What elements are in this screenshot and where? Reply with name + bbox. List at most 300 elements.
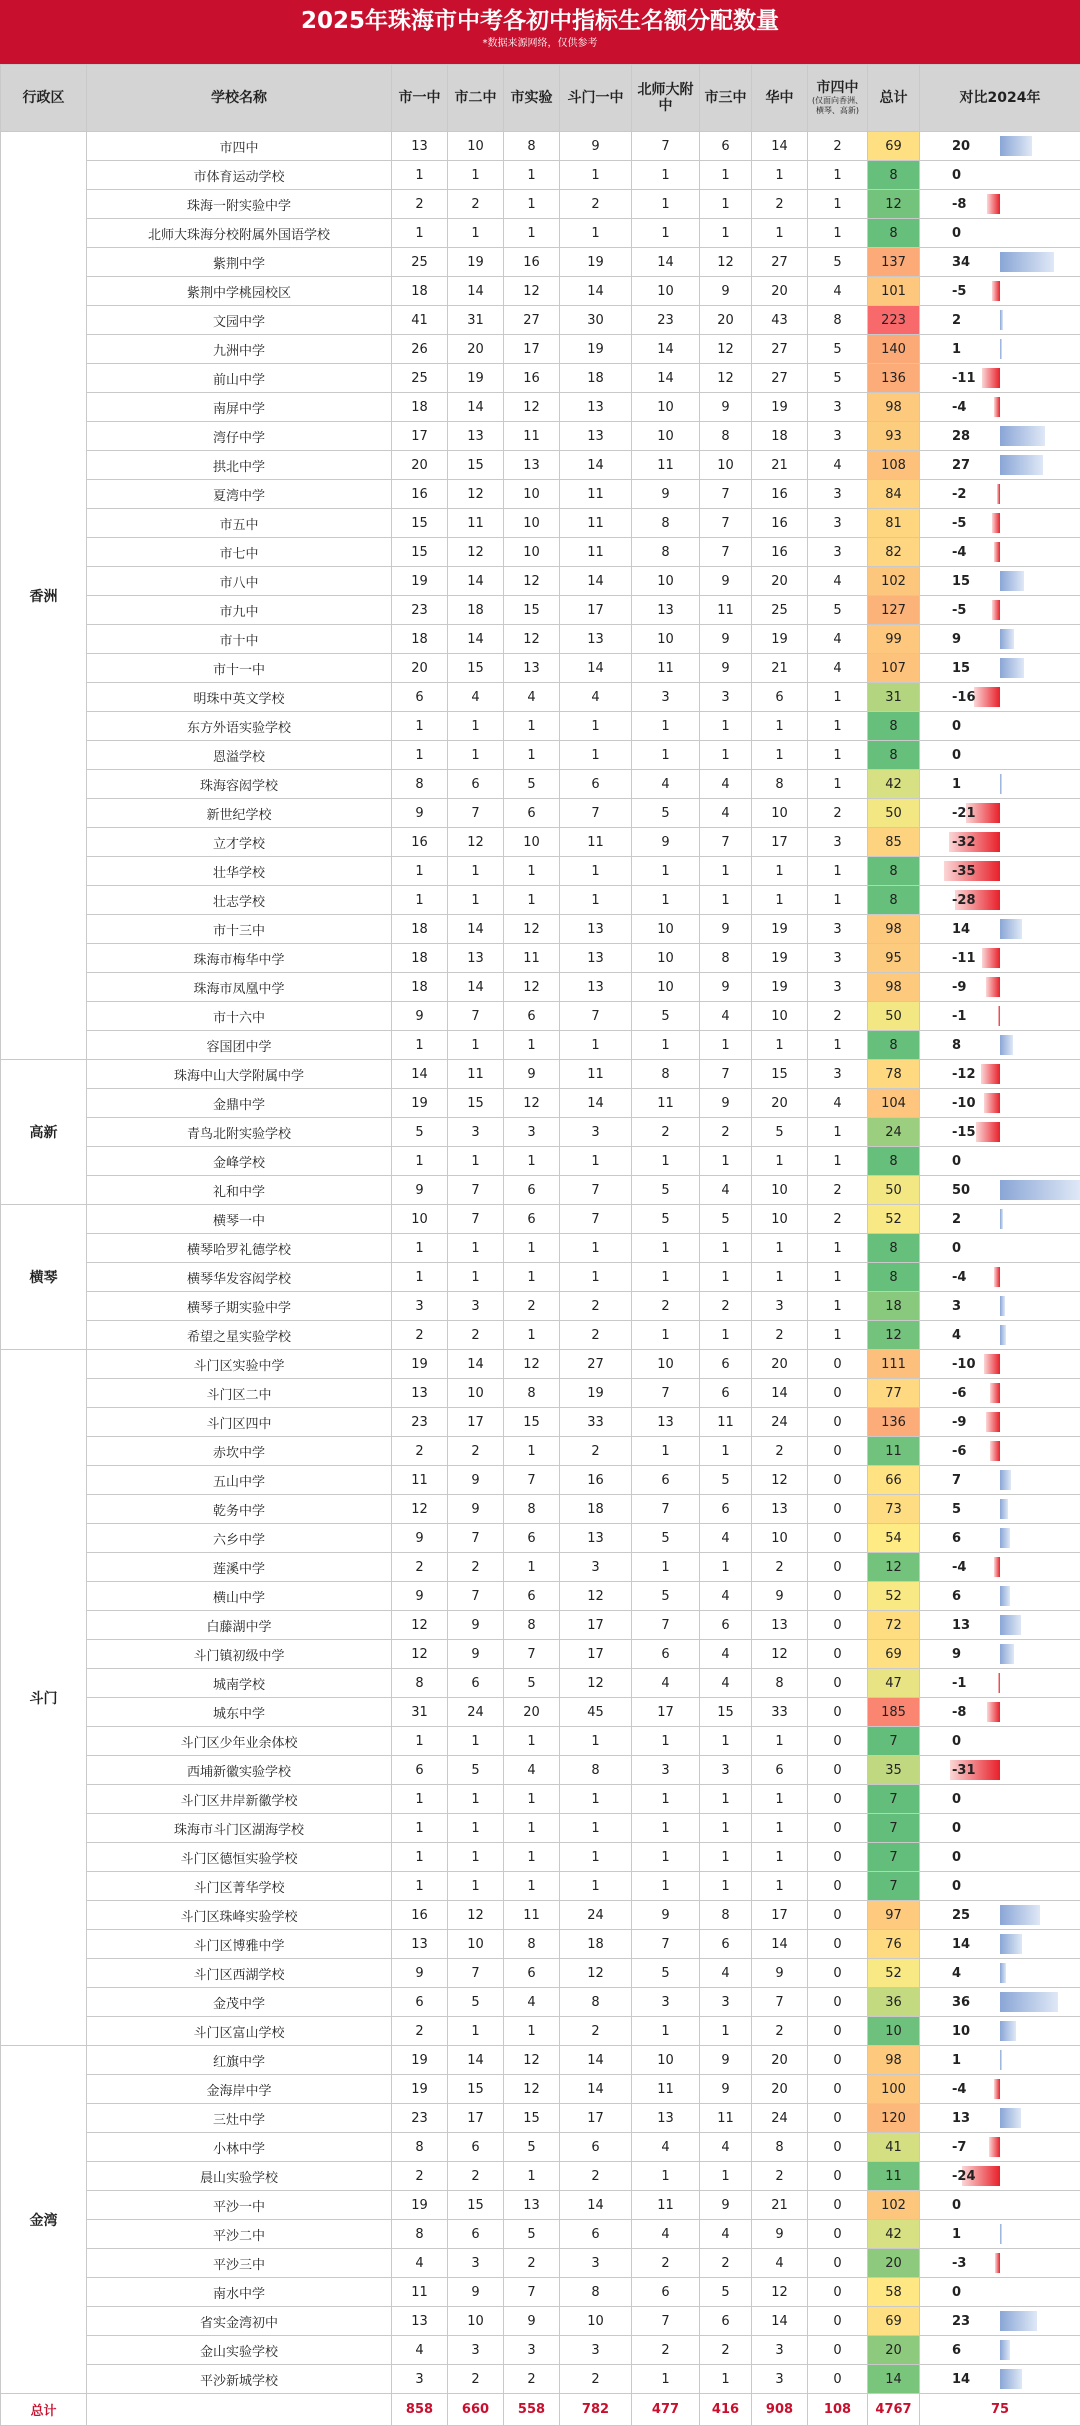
delta-value: -8 xyxy=(952,196,967,212)
quota-cell: 7 xyxy=(632,1611,700,1640)
quota-cell: 23 xyxy=(392,1408,448,1437)
quota-cell: 2 xyxy=(700,2249,752,2278)
quota-cell: 9 xyxy=(700,2191,752,2220)
quota-cell: 0 xyxy=(808,1669,868,1698)
delta-value: -1 xyxy=(952,1008,967,1024)
total-cell: 93 xyxy=(868,422,920,451)
quota-cell: 2 xyxy=(752,1321,808,1350)
quota-cell: 25 xyxy=(752,596,808,625)
school-name: 希望之星实验学校 xyxy=(87,1321,392,1350)
school-name: 夏湾中学 xyxy=(87,480,392,509)
delta-bar xyxy=(1000,1644,1014,1664)
quota-cell: 17 xyxy=(448,1408,504,1437)
summary-cell: 858 xyxy=(392,2394,448,2426)
school-name: 市八中 xyxy=(87,567,392,596)
quota-cell: 12 xyxy=(504,1089,560,1118)
delta-bar xyxy=(1000,1586,1010,1606)
quota-cell: 1 xyxy=(632,857,700,886)
delta-value: 50 xyxy=(952,1182,971,1198)
delta-cell xyxy=(920,596,1080,625)
delta-value: -4 xyxy=(952,399,967,415)
total-cell: 24 xyxy=(868,1118,920,1147)
school-name: 市十三中 xyxy=(87,915,392,944)
header-col-7: 华中 xyxy=(752,65,808,132)
total-cell: 42 xyxy=(868,2220,920,2249)
delta-value: 0 xyxy=(952,1791,962,1807)
total-cell: 72 xyxy=(868,1611,920,1640)
quota-cell: 1 xyxy=(448,1872,504,1901)
table-row xyxy=(1,161,1080,190)
quota-cell: 10 xyxy=(632,1350,700,1379)
total-cell: 50 xyxy=(868,1176,920,1205)
quota-cell: 1 xyxy=(632,1785,700,1814)
table-row xyxy=(1,1524,1080,1553)
school-name: 晨山实验学校 xyxy=(87,2162,392,2191)
quota-cell: 3 xyxy=(808,509,868,538)
quota-cell: 1 xyxy=(700,1814,752,1843)
delta-cell xyxy=(920,886,1080,915)
school-name: 白藤湖中学 xyxy=(87,1611,392,1640)
quota-cell: 8 xyxy=(560,1988,632,2017)
delta-bar xyxy=(1000,1963,1006,1983)
quota-cell: 27 xyxy=(752,248,808,277)
summary-cell: 558 xyxy=(504,2394,560,2426)
delta-bar xyxy=(1000,571,1024,591)
quota-cell: 2 xyxy=(752,190,808,219)
quota-cell: 3 xyxy=(700,1988,752,2017)
delta-bar xyxy=(1000,1180,1080,1200)
quota-cell: 1 xyxy=(700,161,752,190)
delta-value: 34 xyxy=(952,254,971,270)
quota-cell: 5 xyxy=(808,364,868,393)
quota-cell: 12 xyxy=(392,1495,448,1524)
quota-cell: 1 xyxy=(632,1263,700,1292)
delta-cell xyxy=(920,1553,1080,1582)
quota-cell: 1 xyxy=(752,1785,808,1814)
quota-cell: 1 xyxy=(448,1843,504,1872)
delta-bar xyxy=(992,513,1000,533)
delta-value: 4 xyxy=(952,1327,962,1343)
quota-cell: 1 xyxy=(700,741,752,770)
quota-cell: 1 xyxy=(752,857,808,886)
school-name: 拱北中学 xyxy=(87,451,392,480)
quota-cell: 16 xyxy=(752,480,808,509)
total-cell: 140 xyxy=(868,335,920,364)
quota-cell: 16 xyxy=(560,1466,632,1495)
quota-cell: 7 xyxy=(504,1466,560,1495)
delta-cell xyxy=(920,2046,1080,2075)
quota-cell: 1 xyxy=(632,1727,700,1756)
school-name: 斗门区菁华学校 xyxy=(87,1872,392,1901)
delta-cell xyxy=(920,1959,1080,1988)
table-row xyxy=(1,1872,1080,1901)
quota-cell: 2 xyxy=(392,1321,448,1350)
quota-cell: 33 xyxy=(752,1698,808,1727)
table-row xyxy=(1,1089,1080,1118)
table-row xyxy=(1,2104,1080,2133)
delta-bar xyxy=(981,1064,1000,1084)
quota-cell: 9 xyxy=(392,1524,448,1553)
quota-cell: 3 xyxy=(808,828,868,857)
quota-cell: 12 xyxy=(700,364,752,393)
delta-value: -4 xyxy=(952,1269,967,1285)
quota-cell: 2 xyxy=(392,2017,448,2046)
table-row xyxy=(1,1408,1080,1437)
quota-cell: 11 xyxy=(504,1901,560,1930)
quota-cell: 19 xyxy=(392,1350,448,1379)
quota-cell: 4 xyxy=(700,1640,752,1669)
delta-cell xyxy=(920,1379,1080,1408)
total-cell: 98 xyxy=(868,973,920,1002)
quota-cell: 13 xyxy=(632,2104,700,2133)
quota-cell: 11 xyxy=(560,509,632,538)
quota-cell: 0 xyxy=(808,1437,868,1466)
quota-cell: 1 xyxy=(700,1727,752,1756)
quota-cell: 20 xyxy=(448,335,504,364)
school-name: 横琴哈罗礼德学校 xyxy=(87,1234,392,1263)
quota-cell: 7 xyxy=(632,1930,700,1959)
quota-cell: 7 xyxy=(700,509,752,538)
delta-bar xyxy=(990,1441,1000,1461)
total-cell: 41 xyxy=(868,2133,920,2162)
delta-bar xyxy=(1000,2108,1021,2128)
delta-bar xyxy=(994,397,1000,417)
quota-cell: 1 xyxy=(448,2017,504,2046)
delta-bar xyxy=(1000,1528,1010,1548)
quota-cell: 3 xyxy=(752,2365,808,2394)
quota-cell: 1 xyxy=(392,1814,448,1843)
total-cell: 66 xyxy=(868,1466,920,1495)
table-row xyxy=(1,770,1080,799)
quota-cell: 14 xyxy=(560,654,632,683)
quota-cell: 1 xyxy=(700,219,752,248)
quota-cell: 1 xyxy=(808,190,868,219)
quota-cell: 5 xyxy=(808,335,868,364)
quota-cell: 1 xyxy=(392,857,448,886)
quota-cell: 17 xyxy=(560,1640,632,1669)
quota-cell: 18 xyxy=(392,944,448,973)
total-cell: 111 xyxy=(868,1350,920,1379)
quota-cell: 1 xyxy=(700,1147,752,1176)
quota-cell: 1 xyxy=(504,2017,560,2046)
delta-cell xyxy=(920,2104,1080,2133)
quota-cell: 6 xyxy=(448,2133,504,2162)
quota-table xyxy=(0,64,1080,2426)
quota-cell: 10 xyxy=(560,2307,632,2336)
delta-bar xyxy=(1000,455,1043,475)
quota-cell: 30 xyxy=(560,306,632,335)
quota-cell: 5 xyxy=(752,1118,808,1147)
total-cell: 36 xyxy=(868,1988,920,2017)
quota-cell: 9 xyxy=(448,2278,504,2307)
quota-cell: 1 xyxy=(504,857,560,886)
table-row xyxy=(1,335,1080,364)
quota-cell: 3 xyxy=(808,915,868,944)
delta-value: -1 xyxy=(952,1675,967,1691)
table-row xyxy=(1,799,1080,828)
quota-cell: 7 xyxy=(700,538,752,567)
quota-cell: 0 xyxy=(808,2017,868,2046)
quota-cell: 4 xyxy=(808,654,868,683)
quota-cell: 4 xyxy=(504,1756,560,1785)
quota-cell: 3 xyxy=(632,1988,700,2017)
quota-cell: 1 xyxy=(700,857,752,886)
quota-cell: 11 xyxy=(700,2104,752,2133)
quota-cell: 12 xyxy=(448,538,504,567)
quota-cell: 1 xyxy=(504,2162,560,2191)
quota-cell: 9 xyxy=(504,1060,560,1089)
quota-cell: 1 xyxy=(632,1031,700,1060)
delta-bar xyxy=(994,1557,1000,1577)
quota-cell: 1 xyxy=(448,1785,504,1814)
school-name: 南水中学 xyxy=(87,2278,392,2307)
quota-cell: 9 xyxy=(700,277,752,306)
delta-cell xyxy=(920,1582,1080,1611)
delta-cell xyxy=(920,2017,1080,2046)
quota-cell: 24 xyxy=(752,1408,808,1437)
quota-cell: 15 xyxy=(448,451,504,480)
quota-cell: 1 xyxy=(632,1814,700,1843)
quota-cell: 14 xyxy=(560,451,632,480)
school-name: 珠海市梅华中学 xyxy=(87,944,392,973)
quota-cell: 14 xyxy=(560,2046,632,2075)
quota-cell: 17 xyxy=(448,2104,504,2133)
delta-value: 0 xyxy=(952,1820,962,1836)
quota-cell: 9 xyxy=(700,2075,752,2104)
delta-cell xyxy=(920,2365,1080,2394)
quota-cell: 3 xyxy=(752,2336,808,2365)
total-cell: 82 xyxy=(868,538,920,567)
delta-value: 13 xyxy=(952,2110,971,2126)
quota-cell: 9 xyxy=(752,1959,808,1988)
quota-cell: 21 xyxy=(752,2191,808,2220)
quota-cell: 2 xyxy=(560,1437,632,1466)
quota-cell: 5 xyxy=(632,1002,700,1031)
table-row xyxy=(1,1553,1080,1582)
quota-cell: 17 xyxy=(632,1698,700,1727)
header-col-4: 斗门一中 xyxy=(560,65,632,132)
quota-cell: 13 xyxy=(632,1408,700,1437)
delta-value: 1 xyxy=(952,2052,962,2068)
district-cell: 香洲 xyxy=(1,132,87,1060)
delta-bar xyxy=(1000,629,1014,649)
delta-bar xyxy=(986,977,1000,997)
table-row xyxy=(1,712,1080,741)
quota-cell: 15 xyxy=(504,2104,560,2133)
quota-cell: 1 xyxy=(560,886,632,915)
quota-cell: 14 xyxy=(448,973,504,1002)
quota-cell: 3 xyxy=(752,1292,808,1321)
delta-value: -9 xyxy=(952,1414,967,1430)
quota-cell: 1 xyxy=(504,190,560,219)
quota-cell: 6 xyxy=(448,2220,504,2249)
quota-cell: 10 xyxy=(504,509,560,538)
table-row xyxy=(1,915,1080,944)
quota-cell: 13 xyxy=(448,944,504,973)
delta-cell xyxy=(920,2336,1080,2365)
delta-cell xyxy=(920,1785,1080,1814)
total-cell: 77 xyxy=(868,1379,920,1408)
quota-cell: 1 xyxy=(504,712,560,741)
quota-cell: 1 xyxy=(808,1147,868,1176)
quota-cell: 2 xyxy=(504,2249,560,2278)
delta-value: -4 xyxy=(952,2081,967,2097)
total-cell: 136 xyxy=(868,364,920,393)
summary-row xyxy=(1,2394,1080,2426)
delta-cell xyxy=(920,973,1080,1002)
quota-cell: 13 xyxy=(504,654,560,683)
quota-cell: 0 xyxy=(808,2278,868,2307)
school-name: 平沙三中 xyxy=(87,2249,392,2278)
quota-cell: 3 xyxy=(700,1756,752,1785)
delta-bar xyxy=(1000,774,1002,794)
quota-cell: 1 xyxy=(632,161,700,190)
total-cell: 101 xyxy=(868,277,920,306)
quota-cell: 0 xyxy=(808,1553,868,1582)
total-cell: 8 xyxy=(868,886,920,915)
quota-cell: 4 xyxy=(700,1002,752,1031)
delta-bar xyxy=(986,1412,1000,1432)
delta-bar xyxy=(1000,1296,1005,1316)
quota-cell: 9 xyxy=(700,915,752,944)
quota-cell: 3 xyxy=(392,1292,448,1321)
quota-cell: 10 xyxy=(448,132,504,161)
table-row xyxy=(1,1727,1080,1756)
school-name: 珠海市斗门区湖海学校 xyxy=(87,1814,392,1843)
quota-cell: 24 xyxy=(560,1901,632,1930)
quota-cell: 8 xyxy=(808,306,868,335)
district-cell: 高新 xyxy=(1,1060,87,1205)
quota-cell: 0 xyxy=(808,2075,868,2104)
school-name: 珠海容闳学校 xyxy=(87,770,392,799)
delta-bar xyxy=(1000,1934,1022,1954)
table-row xyxy=(1,741,1080,770)
table-row xyxy=(1,364,1080,393)
delta-value: -5 xyxy=(952,602,967,618)
header-col-8-sub: (仅面向香洲、横琴、高新) xyxy=(811,96,864,115)
header-delta: 对比2024年 xyxy=(920,65,1080,132)
quota-cell: 1 xyxy=(700,2162,752,2191)
quota-cell: 8 xyxy=(504,1379,560,1408)
header-district: 行政区 xyxy=(1,65,87,132)
quota-cell: 12 xyxy=(448,828,504,857)
delta-bar xyxy=(984,1354,1000,1374)
quota-cell: 14 xyxy=(752,1379,808,1408)
delta-bar xyxy=(1000,2224,1002,2244)
delta-cell xyxy=(920,2307,1080,2336)
quota-cell: 17 xyxy=(504,335,560,364)
delta-cell xyxy=(920,712,1080,741)
school-name: 九洲中学 xyxy=(87,335,392,364)
delta-bar xyxy=(1000,2369,1022,2389)
school-name: 省实金湾初中 xyxy=(87,2307,392,2336)
school-name: 紫荆中学桃园校区 xyxy=(87,277,392,306)
quota-cell: 2 xyxy=(448,1321,504,1350)
quota-cell: 5 xyxy=(504,2220,560,2249)
delta-cell xyxy=(920,1060,1080,1089)
quota-cell: 7 xyxy=(700,828,752,857)
quota-cell: 1 xyxy=(632,2017,700,2046)
total-cell: 8 xyxy=(868,1263,920,1292)
quota-cell: 6 xyxy=(632,1466,700,1495)
quota-cell: 31 xyxy=(448,306,504,335)
quota-cell: 0 xyxy=(808,1727,868,1756)
total-cell: 12 xyxy=(868,1553,920,1582)
quota-cell: 8 xyxy=(700,1901,752,1930)
quota-cell: 16 xyxy=(504,364,560,393)
delta-value: 0 xyxy=(952,1849,962,1865)
table-row xyxy=(1,1640,1080,1669)
total-cell: 18 xyxy=(868,1292,920,1321)
quota-cell: 5 xyxy=(504,2133,560,2162)
table-row xyxy=(1,625,1080,654)
school-name: 西埔新徽实验学校 xyxy=(87,1756,392,1785)
quota-cell: 3 xyxy=(448,2336,504,2365)
delta-cell xyxy=(920,1263,1080,1292)
total-cell: 42 xyxy=(868,770,920,799)
delta-cell xyxy=(920,1756,1080,1785)
quota-cell: 2 xyxy=(700,1292,752,1321)
quota-cell: 16 xyxy=(752,509,808,538)
quota-cell: 1 xyxy=(560,1872,632,1901)
quota-cell: 1 xyxy=(632,1843,700,1872)
school-name: 红旗中学 xyxy=(87,2046,392,2075)
delta-cell xyxy=(920,567,1080,596)
quota-cell: 15 xyxy=(392,509,448,538)
total-cell: 52 xyxy=(868,1582,920,1611)
quota-cell: 3 xyxy=(808,393,868,422)
total-cell: 185 xyxy=(868,1698,920,1727)
quota-cell: 23 xyxy=(392,2104,448,2133)
delta-cell xyxy=(920,1466,1080,1495)
quota-cell: 12 xyxy=(504,625,560,654)
header-col-8 xyxy=(808,65,868,132)
quota-cell: 2 xyxy=(808,799,868,828)
quota-cell: 1 xyxy=(632,2365,700,2394)
quota-cell: 11 xyxy=(700,1408,752,1437)
delta-bar xyxy=(982,368,1000,388)
quota-cell: 1 xyxy=(448,1814,504,1843)
quota-cell: 0 xyxy=(808,2307,868,2336)
quota-cell: 14 xyxy=(560,1089,632,1118)
quota-cell: 1 xyxy=(752,1727,808,1756)
delta-value: 0 xyxy=(952,225,962,241)
school-name: 前山中学 xyxy=(87,364,392,393)
quota-cell: 1 xyxy=(560,161,632,190)
total-cell: 69 xyxy=(868,1640,920,1669)
table-row xyxy=(1,1930,1080,1959)
total-cell: 11 xyxy=(868,2162,920,2191)
school-name: 斗门区二中 xyxy=(87,1379,392,1408)
delta-bar xyxy=(1000,1615,1021,1635)
quota-cell: 8 xyxy=(504,1930,560,1959)
delta-value: 7 xyxy=(952,1472,962,1488)
school-name: 紫荆中学 xyxy=(87,248,392,277)
quota-cell: 5 xyxy=(504,1669,560,1698)
quota-cell: 1 xyxy=(700,1437,752,1466)
quota-cell: 5 xyxy=(632,799,700,828)
quota-cell: 7 xyxy=(560,799,632,828)
school-name: 平沙二中 xyxy=(87,2220,392,2249)
quota-cell: 17 xyxy=(752,1901,808,1930)
table-row xyxy=(1,132,1080,161)
quota-cell: 14 xyxy=(752,2307,808,2336)
quota-cell: 4 xyxy=(700,770,752,799)
total-cell: 81 xyxy=(868,509,920,538)
total-cell: 98 xyxy=(868,393,920,422)
delta-value: 36 xyxy=(952,1994,971,2010)
quota-cell: 6 xyxy=(392,1988,448,2017)
